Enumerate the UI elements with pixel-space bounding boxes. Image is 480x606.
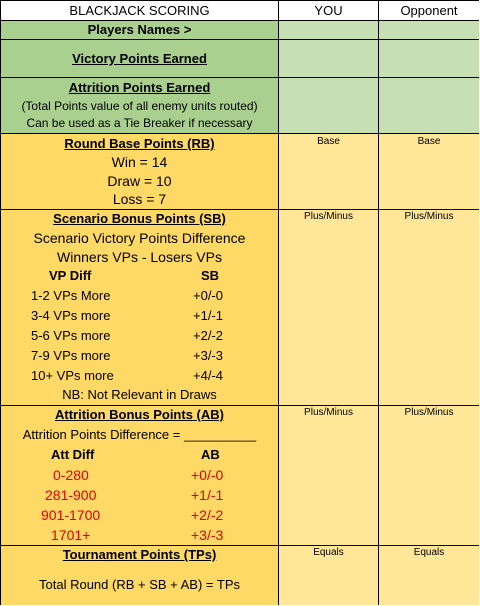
scenario-row-diff: 7-9 VPs more: [31, 348, 111, 363]
you-attrition-bonus-text: Plus/Minus: [304, 407, 353, 418]
scenario-row-diff: 5-6 VPs more: [31, 328, 111, 343]
victory-points-label: Victory Points Earned: [72, 51, 207, 66]
scenario-line-1: Scenario Victory Points Difference: [33, 230, 246, 246]
scenario-row-diff: 1-2 VPs More: [31, 288, 111, 303]
you-scenario-bonus-text: Plus/Minus: [304, 211, 353, 222]
you-attrition-bonus-cell[interactable]: [279, 406, 379, 545]
attrition-row-diff: 281-900: [45, 487, 97, 503]
opponent-scenario-bonus-cell[interactable]: [379, 210, 479, 405]
scenario-row-diff: 10+ VPs more: [31, 368, 114, 383]
scenario-col-sb: SB: [201, 268, 220, 283]
attrition-row-diff: 0-280: [53, 467, 89, 483]
you-attrition-points-cell[interactable]: [279, 78, 379, 133]
scenario-row-diff: 3-4 VPs more: [31, 308, 111, 323]
opponent-attrition-points-cell[interactable]: [379, 78, 479, 133]
round-base-loss: Loss = 7: [112, 191, 167, 207]
attrition-note-2: Can be used as a Tie Breaker if necessary: [26, 116, 253, 130]
attrition-row-ab: +2/-2: [191, 507, 224, 523]
tournament-formula: Total Round (RB + SB + AB) = TPs: [39, 577, 240, 592]
opponent-round-base-text: Base: [417, 136, 441, 147]
attrition-bonus-line-1: Attrition Points Difference = __________: [22, 427, 257, 442]
you-round-base-cell[interactable]: [279, 134, 379, 209]
you-column-header: YOU: [279, 1, 379, 20]
tournament-points-row: [1, 546, 479, 605]
round-base-row: [1, 134, 479, 210]
scenario-row-sb: +1/-1: [193, 308, 223, 323]
attrition-col-diff: Att Diff: [51, 447, 95, 462]
opponent-round-base-cell[interactable]: [379, 134, 479, 209]
attrition-bonus-row: [1, 406, 479, 546]
you-tournament-points-text: Equals: [313, 547, 344, 558]
attrition-note-1: (Total Points value of all enemy units routed): [21, 99, 258, 113]
you-victory-points-cell[interactable]: [279, 40, 379, 77]
attrition-bonus-label: Attrition Bonus Points (AB): [55, 407, 224, 422]
scenario-line-2: Winners VPs - Losers VPs: [57, 249, 222, 265]
scenario-row-sb: +3/-3: [193, 348, 223, 363]
round-base-label: Round Base Points (RB): [64, 136, 215, 151]
players-row: [1, 21, 479, 40]
attrition-row-ab: +1/-1: [191, 487, 224, 503]
you-name-cell[interactable]: [279, 21, 379, 39]
scenario-col-diff: VP Diff: [49, 268, 92, 283]
tournament-points-label: Tournament Points (TPs): [62, 547, 217, 562]
attrition-points-label: Attrition Points Earned: [68, 80, 211, 95]
attrition-row-ab: +3/-3: [191, 527, 224, 543]
opponent-tournament-points-cell[interactable]: [379, 546, 479, 605]
attrition-row-ab: +0/-0: [191, 467, 224, 483]
opponent-name-cell[interactable]: [379, 21, 479, 39]
scenario-bonus-row: [1, 210, 479, 406]
scenario-row-sb: +4/-4: [193, 368, 223, 383]
opponent-attrition-bonus-text: Plus/Minus: [404, 407, 454, 418]
scenario-note: NB: Not Relevant in Draws: [62, 387, 217, 402]
victory-points-row: [1, 40, 479, 78]
scenario-bonus-label: Scenario Bonus Points (SB): [53, 211, 226, 226]
attrition-col-ab: AB: [201, 447, 220, 462]
opponent-tournament-points-text: Equals: [413, 547, 445, 558]
players-names-label: Players Names >: [87, 22, 192, 37]
you-scenario-bonus-cell[interactable]: [279, 210, 379, 405]
attrition-points-row: [1, 78, 479, 134]
sheet-title: BLACKJACK SCORING: [1, 1, 279, 20]
attrition-row-diff: 1701+: [51, 527, 91, 543]
opponent-victory-points-cell[interactable]: [379, 40, 479, 77]
opponent-scenario-bonus-text: Plus/Minus: [404, 211, 454, 222]
header-row: [1, 1, 479, 21]
attrition-row-diff: 901-1700: [41, 507, 101, 523]
opponent-column-header: Opponent: [379, 1, 479, 20]
scenario-row-sb: +0/-0: [193, 288, 223, 303]
you-tournament-points-cell[interactable]: [279, 546, 379, 605]
scenario-row-sb: +2/-2: [193, 328, 223, 343]
round-base-draw: Draw = 10: [107, 173, 172, 189]
you-round-base-text: Base: [317, 136, 340, 147]
round-base-win: Win = 14: [111, 154, 168, 170]
opponent-attrition-bonus-cell[interactable]: [379, 406, 479, 545]
